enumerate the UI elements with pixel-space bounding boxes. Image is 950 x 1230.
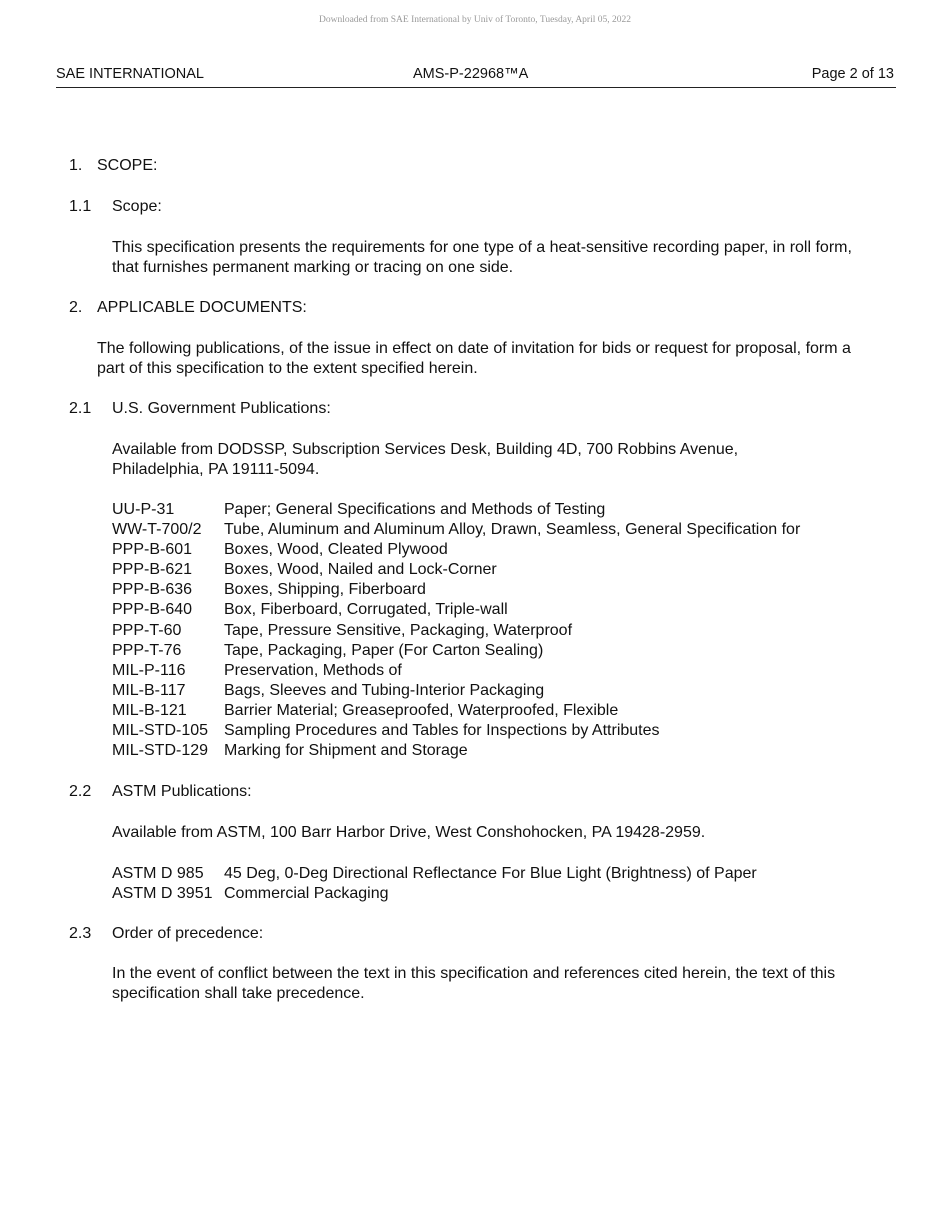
reference-row xyxy=(112,641,800,661)
download-watermark: Downloaded from SAE International by Univ of Toronto, Tuesday, April 05, 2022 xyxy=(318,15,631,25)
reference-title: Boxes, Wood, Cleated Plywood xyxy=(224,541,448,559)
reference-code: MIL-B-121 xyxy=(112,701,187,719)
reference-title: Commercial Packaging xyxy=(224,885,389,903)
reference-code: MIL-STD-105 xyxy=(112,722,209,740)
section-2-3-number: 2.3 xyxy=(69,925,92,942)
section-2-3-heading: Order of precedence: xyxy=(112,925,264,942)
reference-code: PPP-B-621 xyxy=(112,561,193,579)
section-1-number: 1. xyxy=(69,157,83,174)
reference-row xyxy=(112,864,757,884)
reference-code: PPP-T-76 xyxy=(112,641,182,659)
section-1-1-paragraph: This specification presents the requirements for one type of a heat-sensitive recording paper, in roll form, that furnishes permanent marking or tracing on one side. xyxy=(112,239,852,276)
reference-title: Box, Fiberboard, Corrugated, Triple-wall xyxy=(224,601,508,619)
reference-row xyxy=(112,681,800,701)
section-2-1-heading: U.S. Government Publications: xyxy=(112,400,331,417)
section-2-heading: APPLICABLE DOCUMENTS: xyxy=(97,299,307,316)
reference-title: Tube, Aluminum and Aluminum Alloy, Drawn, Seamless, General Specification for xyxy=(224,521,801,539)
reference-code: PPP-B-640 xyxy=(112,601,193,619)
reference-title: Marking for Shipment and Storage xyxy=(224,742,468,760)
section-1-1-heading: Scope: xyxy=(112,198,162,215)
section-2-2-heading: ASTM Publications: xyxy=(112,783,252,800)
reference-row xyxy=(112,621,800,641)
reference-row xyxy=(112,600,800,620)
section-2-2-number: 2.2 xyxy=(69,783,92,800)
reference-code: UU-P-31 xyxy=(112,501,175,518)
page-header xyxy=(56,66,896,88)
header-organization: SAE INTERNATIONAL xyxy=(56,66,204,82)
reference-row xyxy=(112,741,800,761)
reference-title: Tape, Pressure Sensitive, Packaging, Waterproof xyxy=(224,621,573,639)
section-2-2-paragraph: Available from ASTM, 100 Barr Harbor Drive, West Conshohocken, PA 19428-2959. xyxy=(112,824,706,841)
header-document-id: AMS-P-22968™A xyxy=(413,66,529,82)
reference-row xyxy=(112,540,800,560)
reference-title: Boxes, Wood, Nailed and Lock-Corner xyxy=(224,561,497,579)
reference-row xyxy=(112,580,800,600)
reference-code: WW-T-700/2 xyxy=(112,521,202,539)
reference-title: Paper; General Specifications and Methods of Testing xyxy=(224,501,606,518)
reference-row xyxy=(112,520,800,540)
reference-code: MIL-P-116 xyxy=(112,661,186,679)
section-2-1-number: 2.1 xyxy=(69,400,92,417)
section-1-1-number: 1.1 xyxy=(69,198,92,215)
reference-code: ASTM D 985 xyxy=(112,865,204,882)
header-page-number: Page 2 of 13 xyxy=(811,66,894,82)
reference-code: PPP-T-60 xyxy=(112,621,182,639)
reference-row xyxy=(112,884,757,904)
reference-code: MIL-STD-129 xyxy=(112,742,209,760)
reference-row xyxy=(112,721,800,741)
reference-title: Tape, Packaging, Paper (For Carton Sealing) xyxy=(224,641,544,659)
reference-title: Barrier Material; Greaseproofed, Waterproofed, Flexible xyxy=(224,701,619,719)
section-2-number: 2. xyxy=(69,299,83,316)
section-2-1-paragraph: Available from DODSSP, Subscription Services Desk, Building 4D, 700 Robbins Avenue, Philadelphia, PA 19111-5094. xyxy=(112,441,739,478)
section-1-heading: SCOPE: xyxy=(97,157,158,174)
section-2-paragraph: The following publications, of the issue in effect on date of invitation for bids or request for proposal, form a part of this specification to the extent specified herein. xyxy=(97,340,851,377)
reference-title: 45 Deg, 0-Deg Directional Reflectance For Blue Light (Brightness) of Paper xyxy=(224,865,757,882)
reference-row xyxy=(112,500,800,520)
reference-code: MIL-B-117 xyxy=(112,681,186,699)
reference-row xyxy=(112,661,800,681)
reference-title: Bags, Sleeves and Tubing-Interior Packaging xyxy=(224,681,545,699)
section-2-3-paragraph: In the event of conflict between the text in this specification and references cited herein, the text of this specification shall take precedence. xyxy=(112,965,836,1002)
gov-publications-list xyxy=(112,500,800,761)
reference-row xyxy=(112,701,800,721)
reference-title: Boxes, Shipping, Fiberboard xyxy=(224,581,426,599)
reference-code: ASTM D 3951 xyxy=(112,885,213,903)
reference-code: PPP-B-601 xyxy=(112,541,193,559)
reference-code: PPP-B-636 xyxy=(112,581,193,599)
reference-row xyxy=(112,560,800,580)
astm-publications-list xyxy=(112,864,757,904)
reference-title: Preservation, Methods of xyxy=(224,661,402,679)
reference-title: Sampling Procedures and Tables for Inspections by Attributes xyxy=(224,722,660,740)
